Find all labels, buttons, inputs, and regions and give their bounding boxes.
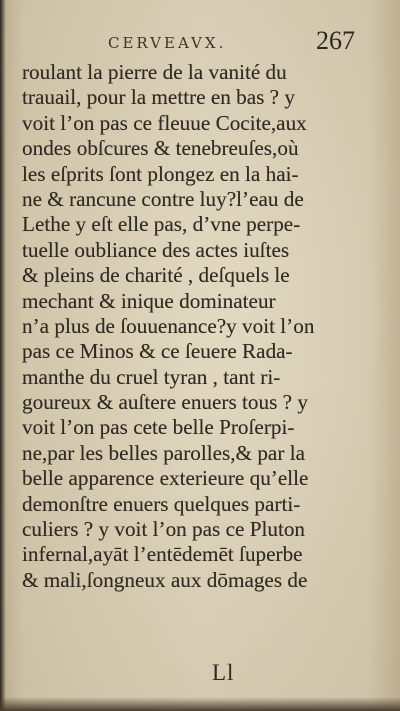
text-line: n’a plus de ſouuenance?y voit l’on (22, 313, 315, 338)
text-line: infernal,ayāt l’entēdemēt ſuperbe (22, 542, 303, 567)
page-number: 267 (316, 26, 355, 55)
text-line: belle apparence exterieure qu’elle (22, 466, 309, 491)
text-line: demonſtre enuers quelques parti- (22, 491, 301, 516)
text-line: mechant & inique dominateur (22, 288, 276, 313)
text-line: manthe du cruel tyran , tant ri- (22, 364, 281, 389)
text-line: ne & rancune contre luy?l’eau de (22, 186, 304, 211)
text-line: voit l’on pas cete belle Proſerpi- (22, 415, 295, 440)
text-line: les eſprits ſont plongez en la hai- (22, 161, 299, 186)
text-line: & mali,ſongneux aux dōmages de (22, 567, 308, 592)
text-line: & pleins de charité , deſquels le (22, 263, 290, 288)
text-line: ondes obſcures & tenebreuſes,où (22, 136, 299, 161)
text-line: ne,par les belles parolles,& par la (22, 440, 305, 465)
text-line: trauail, pour la mettre en bas ? y (22, 85, 295, 110)
running-head: CERVEAVX. (108, 34, 227, 52)
text-line: pas ce Minos & ce ſeuere Rada- (22, 339, 293, 364)
text-line: Lethe y eſt elle pas, d’vne perpe- (22, 212, 301, 237)
text-line: culiers ? y voit l’on pas ce Pluton (22, 517, 306, 542)
page-header (0, 26, 400, 62)
text-line: goureux & auſtere enuers tous ? y (22, 390, 308, 415)
body-text (22, 60, 382, 593)
text-line: tuelle oubliance des actes iuſtes (22, 237, 290, 262)
text-line: roulant la pierre de la vanité du (22, 60, 287, 84)
signature-mark: Ll (212, 660, 235, 685)
text-line: voit l’on pas ce fleuue Cocite,aux (22, 110, 307, 135)
